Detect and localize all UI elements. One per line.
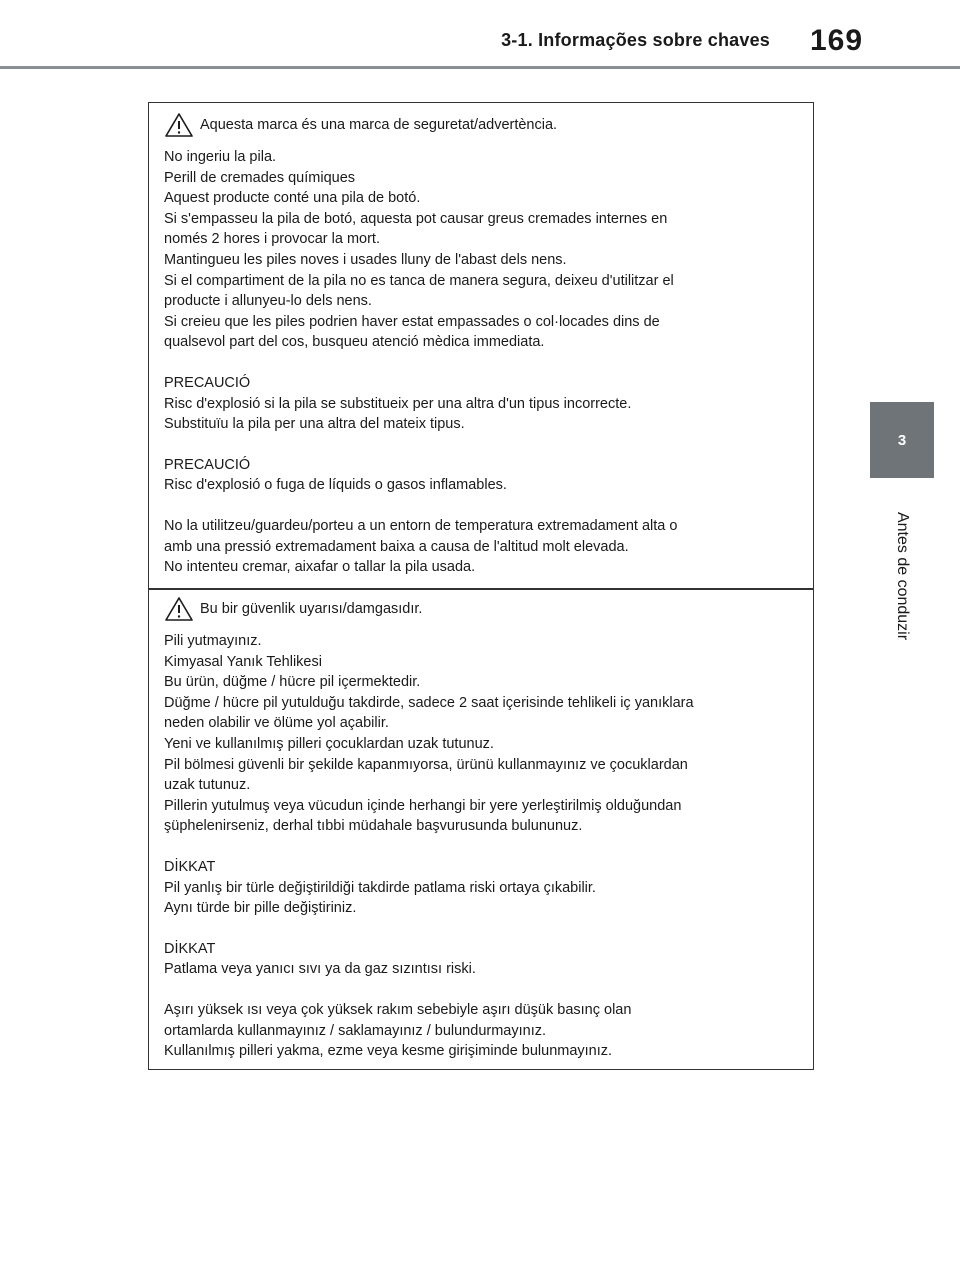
- text-line: Mantingueu les piles noves i usades lluny de l'abast dels nens.: [164, 251, 567, 268]
- text-line: Risc d'explosió o fuga de líquids o gasos inflamables.: [164, 477, 507, 494]
- turkish-warning-section: [164, 595, 804, 1082]
- page-number: 169: [810, 24, 864, 57]
- section-divider: [149, 588, 813, 590]
- text-line: Pillerin yutulmuş veya vücudun içinde herhangi bir yere yerleştirilmiş olduğundan: [164, 797, 682, 814]
- text-line: Pili yutmayınız.: [164, 633, 262, 649]
- section-title: 3-1. Informações sobre chaves: [501, 30, 770, 50]
- turkish-heading: Bu bir güvenlik uyarısı/damgasıdır.: [200, 601, 423, 617]
- text-line: PRECAUCIÓ: [164, 456, 251, 473]
- text-line: Aşırı yüksek ısı veya çok yüksek rakım sebebiyle aşırı düşük basınç olan: [164, 1001, 632, 1018]
- catalan-heading: Aquesta marca és una marca de seguretat/advertència.: [200, 117, 558, 133]
- chapter-label: Antes de conduzir: [894, 511, 911, 641]
- catalan-warning-section: [164, 111, 804, 598]
- text-line: No ingeriu la pila.: [164, 149, 277, 165]
- text-line: Perill de cremades químiques: [164, 169, 356, 186]
- turkish-paragraph: [164, 631, 804, 837]
- turkish-paragraph: [164, 1000, 804, 1062]
- text-line: qualsevol part del cos, busqueu atenció mèdica immediata.: [164, 334, 545, 351]
- text-line: Aynı türde bir pille değiştiriniz.: [164, 900, 357, 917]
- catalan-paragraph: [164, 455, 804, 496]
- text-line: Yeni ve kullanılmış pilleri çocuklardan uzak tutunuz.: [164, 735, 494, 752]
- text-line: Bu ürün, düğme / hücre pil içermektedir.: [164, 674, 421, 691]
- catalan-paragraph: [164, 373, 804, 435]
- text-line: şüphelenirseniz, derhal tıbbi müdahale başvurusunda bulununuz.: [164, 818, 583, 835]
- catalan-paragraph: [164, 516, 804, 578]
- text-line: No intenteu cremar, aixafar o tallar la pila usada.: [164, 559, 476, 576]
- text-line: PRECAUCIÓ: [164, 374, 251, 391]
- warning-triangle-icon: [164, 596, 194, 622]
- text-line: Patlama veya yanıcı sıvı ya da gaz sızıntısı riski.: [164, 961, 476, 978]
- text-line: No la utilitzeu/guardeu/porteu a un entorn de temperatura extremadament alta o: [164, 517, 678, 534]
- text-line: Düğme / hücre pil yutulduğu takdirde, sadece 2 saat içerisinde tehlikeli iç yanıklara: [164, 694, 694, 711]
- text-line: Aquest producte conté una pila de botó.: [164, 190, 421, 207]
- text-line: neden olabilir ve ölüme yol açabilir.: [164, 715, 389, 732]
- text-line: producte i allunyeu-lo dels nens.: [164, 293, 372, 310]
- text-line: Risc d'explosió si la pila se substitueix per una altra d'un tipus incorrecte.: [164, 395, 632, 412]
- turkish-paragraph: [164, 857, 804, 919]
- text-line: Pil yanlış bir türle değiştirildiği takdirde patlama riski ortaya çıkabilir.: [164, 879, 596, 896]
- text-line: Kimyasal Yanık Tehlikesi: [164, 653, 322, 670]
- text-line: Si el compartiment de la pila no es tanca de manera segura, deixeu d'utilitzar el: [164, 272, 674, 289]
- chapter-tab[interactable]: [870, 402, 934, 478]
- text-line: DİKKAT: [164, 940, 216, 957]
- header-divider: [0, 66, 960, 69]
- catalan-heading-line: [164, 111, 804, 139]
- text-line: uzak tutunuz.: [164, 777, 251, 794]
- battery-warning-box: [148, 102, 814, 1070]
- warning-triangle-icon: [164, 112, 194, 138]
- text-line: Substituïu la pila per una altra del mateix tipus.: [164, 416, 465, 433]
- text-line: només 2 hores i provocar la mort.: [164, 231, 380, 248]
- text-line: Pil bölmesi güvenli bir şekilde kapanmıyorsa, ürünü kullanmayınız ve çocuklardan: [164, 756, 688, 773]
- text-line: DİKKAT: [164, 858, 216, 875]
- catalan-paragraph: [164, 147, 804, 353]
- text-line: Si s'empasseu la pila de botó, aquesta pot causar greus cremades internes en: [164, 210, 668, 227]
- text-line: amb una pressió extremadament baixa a causa de l'altitud molt elevada.: [164, 538, 629, 555]
- chapter-number: 3: [897, 431, 907, 449]
- turkish-paragraph: [164, 939, 804, 980]
- text-line: ortamlarda kullanmayınız / saklamayınız / bulundurmayınız.: [164, 1022, 546, 1039]
- text-line: Si creieu que les piles podrien haver estat empassades o col·locades dins de: [164, 313, 660, 330]
- text-line: Kullanılmış pilleri yakma, ezme veya kesme girişiminde bulunmayınız.: [164, 1043, 613, 1060]
- turkish-heading-line: [164, 595, 804, 623]
